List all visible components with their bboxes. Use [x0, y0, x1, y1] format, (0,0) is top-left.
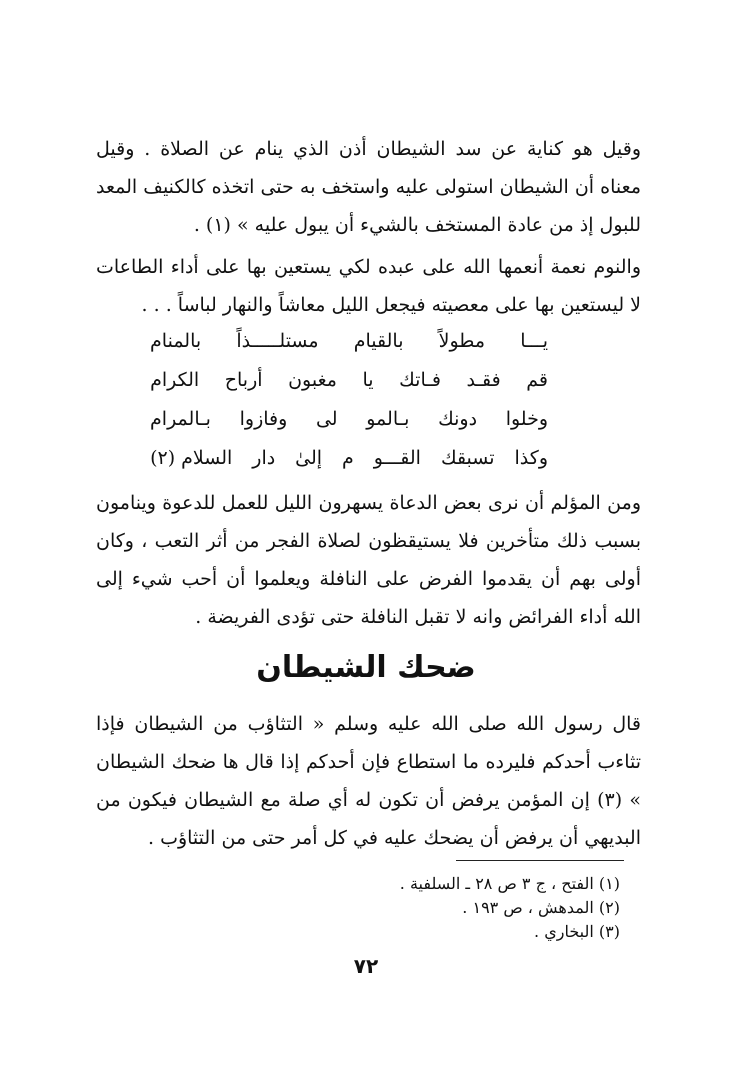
poem-word: لى [315, 408, 338, 430]
poem-word: وخلوا [505, 408, 548, 430]
poem-word: بالقيام [353, 330, 404, 352]
paragraph-preachers-sleep: ومن المؤلم أن نرى بعض الدعاة يسهرون الليل للعمل للدعوة وينامون بسبب ذلك متأخرين فلا يستيقظون لصلاة الفجر من أثر التعب ، وكان أولى بهم أن يقدموا الفرض على النافلة ويعلموا أن أحب شيء إلى الله أداء الفرائض وانه لا تقبل النافلة حتى تؤدى الفريضة . [96, 492, 641, 628]
poem-word: السلام (٢) [150, 447, 233, 469]
footnote-divider [456, 860, 624, 861]
poem-word: وكذا [514, 447, 548, 469]
poem-word: يـــا [520, 330, 548, 352]
poem-word: مغبون [288, 369, 337, 391]
poem-verse [150, 439, 548, 478]
footnote-1: (١) الفتح ، ج ٣ ص ٢٨ ـ السلفية . [399, 874, 620, 893]
poem [150, 322, 548, 478]
poem-word: مستلـــــذاً [236, 330, 319, 352]
poem-word: إلىٰ [295, 447, 323, 469]
paragraph-yawning-hadith: قال رسول الله صلى الله عليه وسلم « التثاؤب من الشيطان فإذا تثاءب أحدكم فليرده ما استطاع فإن أحدكم إذا قال ها ضحك الشيطان » (٣) إن المؤمن يرفض أن تكون له أي صلة مع الشيطان فيكون من البديهي أن يرفض أن يضحك عليه في كل أمر حتى من التثاؤب . [96, 713, 641, 849]
poem-word: فـاتك [399, 369, 441, 391]
poem-verse [150, 322, 548, 361]
poem-verse [150, 400, 548, 439]
poem-word: دونك [438, 408, 478, 430]
poem-word: الكرام [150, 369, 200, 391]
poem-word: بالمنام [150, 330, 202, 352]
poem-word: تسبقك [440, 447, 495, 469]
poem-word: فقـد [466, 369, 501, 391]
poem-word: م [342, 447, 354, 469]
poem-verse [150, 361, 548, 400]
poem-word: القـــو [373, 447, 421, 469]
paragraph-sleep-blessing: والنوم نعمة أنعمها الله على عبده لكي يستعين بها على أداء الطاعات لا ليستعين بها على معصيته فيجعل الليل معاشاً والنهار لباساً . . . [96, 256, 641, 316]
poem-word: قم [526, 369, 548, 391]
footnote-2: (٢) المدهش ، ص ١٩٣ . [462, 898, 620, 917]
poem-word: دار [252, 447, 276, 469]
poem-word: أرباح [224, 369, 263, 391]
paragraph-satan-urination: وقيل هو كناية عن سد الشيطان أذن الذي ينام عن الصلاة . وقيل معناه أن الشيطان استولى عليه واستخف به حتى اتخذه كالكنيف المعد للبول إذ من عادة المستخف بالشيء أن يبول عليه » (١) . [96, 138, 641, 236]
poem-word: وفازوا [239, 408, 288, 430]
page-number: ٧٢ [353, 954, 379, 978]
poem-word: بـالمرام [150, 408, 211, 430]
poem-word: مطولاً [438, 330, 486, 352]
poem-word: بـالمو [366, 408, 410, 430]
footnotes [300, 872, 620, 944]
footnote-3: (٣) البخاري . [534, 922, 620, 941]
section-heading: ضحك الشيطان [256, 650, 476, 685]
poem-word: يا [362, 369, 374, 391]
